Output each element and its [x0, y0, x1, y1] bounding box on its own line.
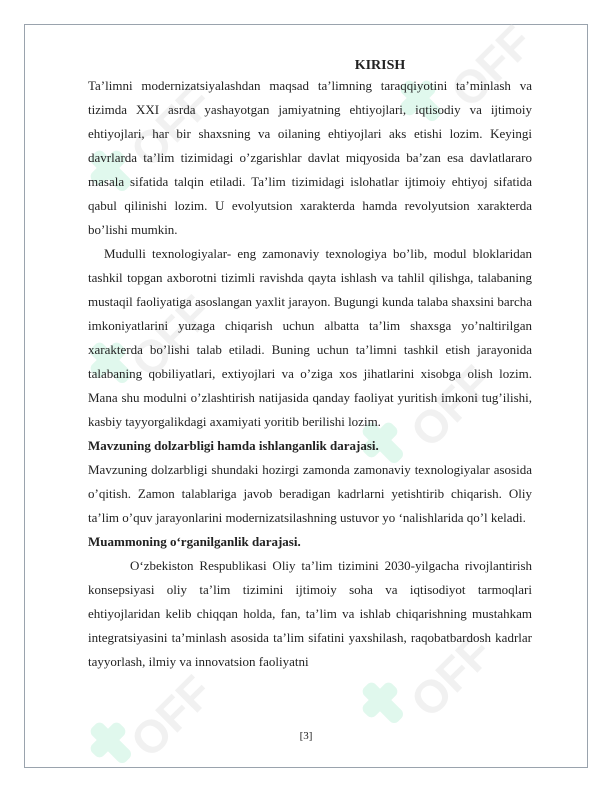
- svg-text:OFF: OFF: [120, 285, 223, 388]
- svg-text:OFF: OFF: [400, 625, 503, 728]
- section-heading-problem: Muammoning o‘rganilganlik darajasi.: [88, 534, 301, 549]
- svg-text:OFF: OFF: [400, 355, 503, 458]
- section-text-relevance: Mavzuning dolzarbligi shundaki hozirgi zamonda zamonaviy texnologiyalar asosida o’qitish. Zamon talablariga javob beradigan kadrlarni yetishtirib chiqarish. Oliy ta’lim o’quv jarayonlarini modernizatsilashning ustuvor yo ‘nalishlarida qo’l keladi.: [88, 462, 532, 525]
- intro-paragraph-1: Ta’limni modernizatsiyalashdan maqsad ta’limning taraqqiyotini ta’minlash va tizimda XXI asrda yashayotgan jamiyatning ehtiyojlari, iqtisodiy va ijtimoiy ehtiyojlari, har bir shaxsning va oilaning ehtiyojlari aks etishi lozim. Keyingi davrlarda ta’lim tizimidagi o’zgarishlar davlat miqyosida ba’zan esa davlatlararo masala sifatida talqin etiladi. Ta’lim tizimidagi islohatlar ijtimoiy ehtiyoj sifatida qabul qilinishi lozim. U evolyutsion xarakterda hamda revolyutsion xarakterda bo’lishi mumkin.: [88, 78, 532, 237]
- svg-text:OFF: OFF: [120, 665, 223, 768]
- section-text-problem: O‘zbekiston Respublikasi Oliy ta’lim tizimini 2030-yilgacha rivojlantirish konsepsiyasi oliy ta’lim tizimini ijtimoiy soha va iqtisodiyot tarmoqlari ehtiyojlaridan kelib chiqqan holda, fan, ta’lim va ishlab chiqarishning mustahkam integratsiyasini ta’minlash asosida ta’lim sifatini yaxshilash, raqobatbardosh kadrlar tayyorlash, ilmiy va innovatsion faoliyatni: [88, 558, 532, 669]
- svg-text:OFF: OFF: [440, 15, 543, 118]
- section-heading-relevance: Mavzuning dolzarbligi hamda ishlanganlik darajasi.: [88, 438, 379, 453]
- svg-text:OFF: OFF: [120, 75, 223, 178]
- document-body: [88, 56, 532, 674]
- intro-paragraph-2: Mudulli texnologiyalar- eng zamonaviy texnologiya bo’lib, modul bloklaridan tashkil topgan axborotni tizimli ravishda qayta ishlash va tahlil qilishga, talabaning mustaqil faoliyatiga asoslangan yaxlit jarayon. Bugungi kunda talaba shaxsini barcha imkoniyatlarini yuzaga chiqarish uchun albatta ta’lim shaxsga yo’naltirilgan xarakterda bo’lishi talab etiladi. Buning uchun ta’limni tashkil etish jarayonida talabaning qobiliyatlari, extiyojlari va o’ziga xos jihatlarini xisobga olish lozim. Mana shu modulni o’zlashtirish natijasida qanday faoliyat yuritish imkoni tug’ilishi, kasbiy tayyorgalikdagi axamiyati yoritib berilishi lozim.: [88, 246, 532, 429]
- page-number: [3]: [299, 730, 313, 742]
- page-title: KIRISH: [354, 58, 406, 73]
